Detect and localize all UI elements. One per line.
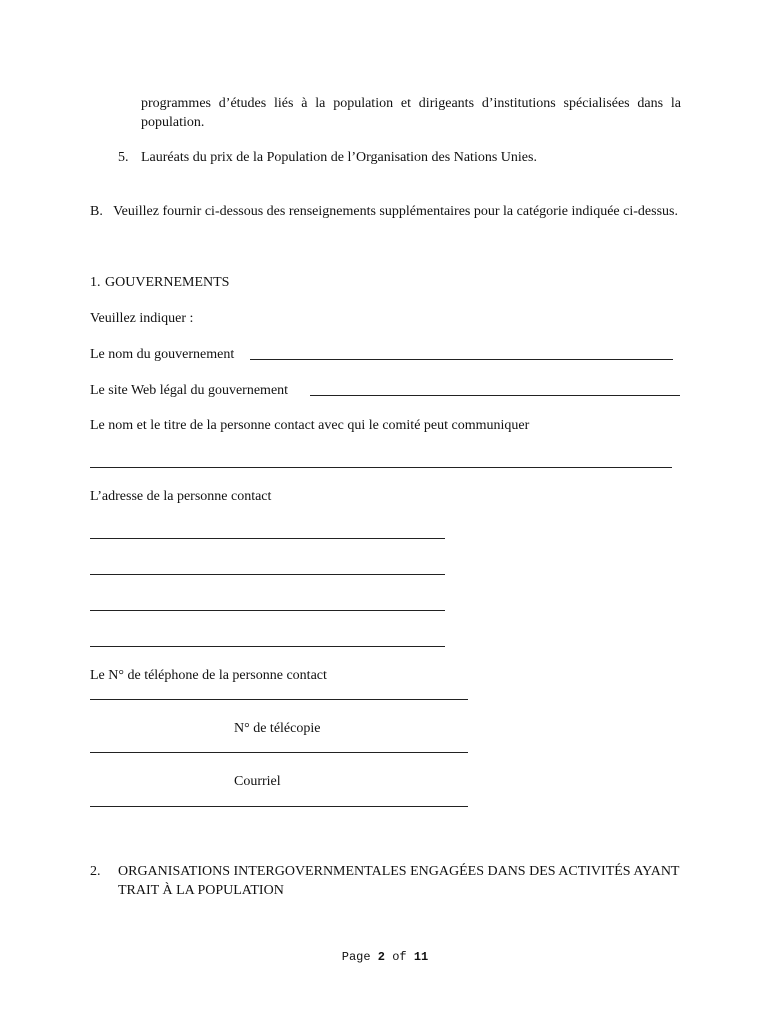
list-item-text: Lauréats du prix de la Population de l’Organisation des Nations Unies. bbox=[141, 150, 537, 165]
list-item-number: 5. bbox=[118, 150, 129, 165]
of-word: of bbox=[392, 950, 407, 964]
page-footer bbox=[0, 948, 770, 967]
fax-field[interactable] bbox=[90, 752, 468, 753]
page-number: 2 bbox=[377, 950, 385, 964]
gov-website-field[interactable] bbox=[310, 395, 680, 396]
section-1-title: GOUVERNEMENTS bbox=[105, 275, 230, 290]
contact-name-field[interactable] bbox=[90, 467, 672, 468]
contact-phone-field[interactable] bbox=[90, 699, 468, 700]
gov-website-label: Le site Web légal du gouvernement bbox=[90, 383, 289, 398]
email-label: Courriel bbox=[234, 774, 281, 789]
page-word: Page bbox=[341, 950, 371, 964]
gov-name-field[interactable] bbox=[250, 359, 673, 360]
address-line-3[interactable] bbox=[90, 610, 445, 611]
section-b-text: Veuillez fournir ci-dessous des renseignements supplémentaires pour la catégorie indiquée ci-dessus. bbox=[113, 204, 678, 219]
fax-label: N° de télécopie bbox=[234, 721, 321, 736]
list-item-continuation: programmes d’études liés à la population et dirigeants d’institutions spécialisées dans la population. bbox=[141, 96, 681, 130]
section-1-number: 1. bbox=[90, 275, 101, 290]
section-2-title: ORGANISATIONS INTERGOVERNMENTALES ENGAGÉES DANS DES ACTIVITÉS AYANT TRAIT À LA POPULATION bbox=[118, 864, 680, 898]
prompt-text: Veuillez indiquer : bbox=[90, 311, 194, 326]
contact-phone-label: Le N° de téléphone de la personne contact bbox=[90, 668, 327, 683]
contact-address-label: L’adresse de la personne contact bbox=[90, 489, 272, 504]
contact-name-label: Le nom et le titre de la personne contact avec qui le comité peut communiquer bbox=[90, 418, 530, 433]
section-2-number: 2. bbox=[90, 864, 101, 879]
section-b-paragraph bbox=[90, 202, 681, 221]
page-total: 11 bbox=[413, 950, 429, 964]
section-b-letter: B. bbox=[90, 204, 103, 219]
email-field[interactable] bbox=[90, 806, 468, 807]
gov-name-label: Le nom du gouvernement bbox=[90, 347, 235, 362]
address-line-1[interactable] bbox=[90, 538, 445, 539]
address-line-2[interactable] bbox=[90, 574, 445, 575]
address-line-4[interactable] bbox=[90, 646, 445, 647]
